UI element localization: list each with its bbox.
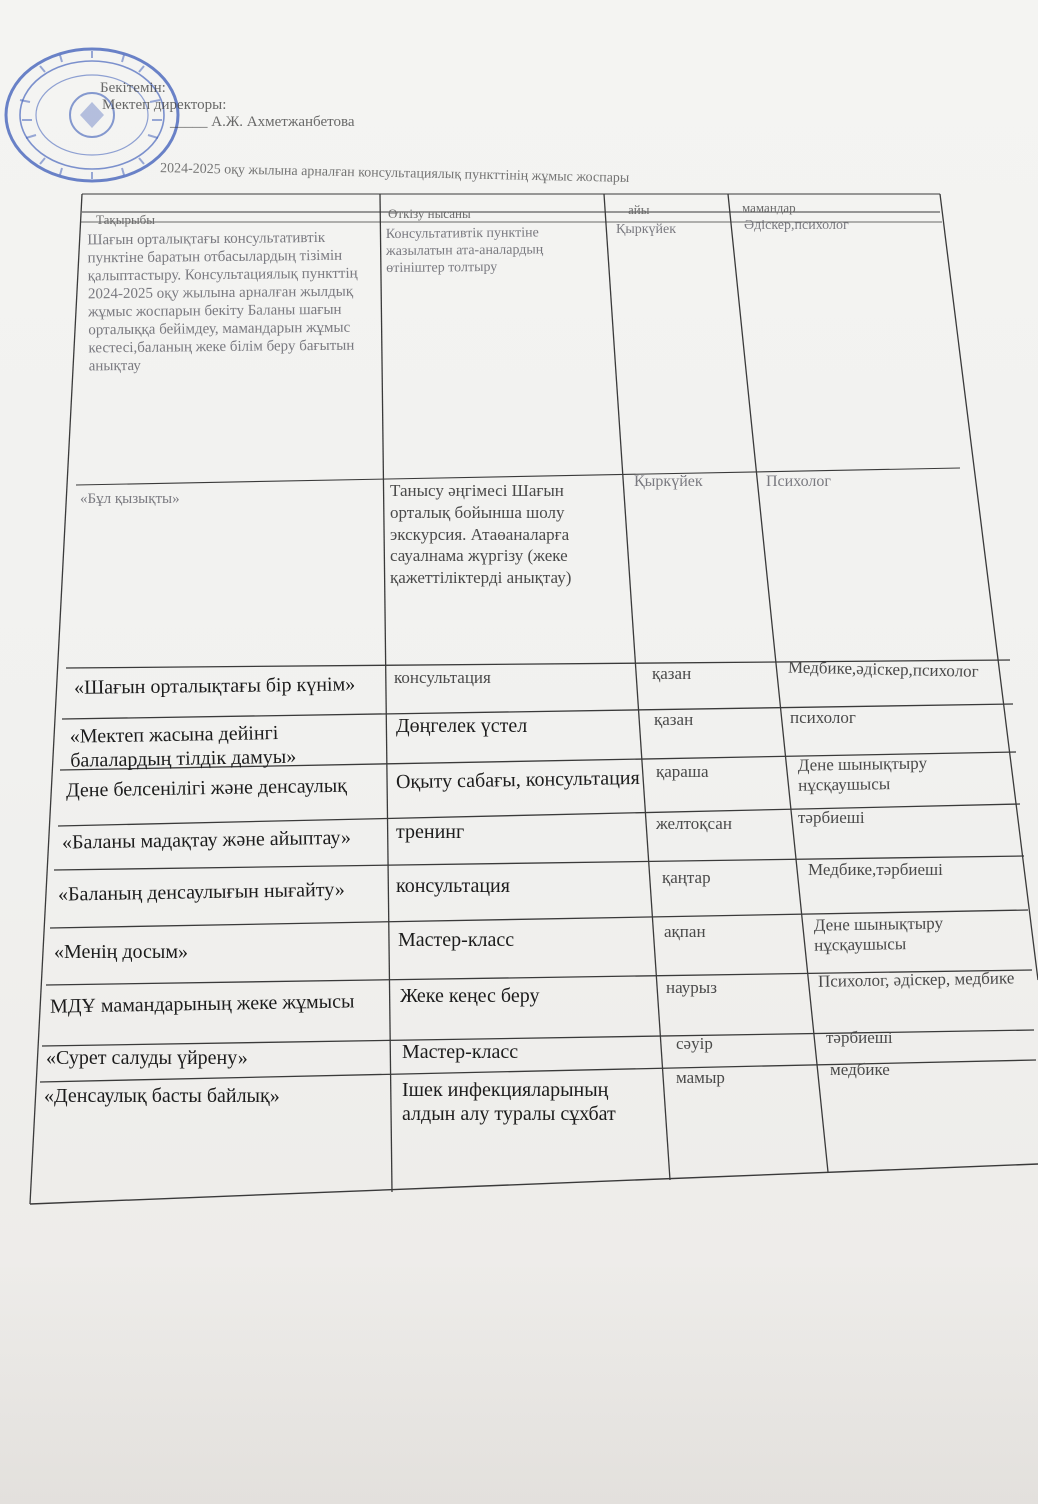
table-cell-month: желтоқсан [656, 814, 732, 833]
table-cell-month: Қыркүйек [634, 473, 703, 490]
table-cell-staff: тәрбиеші [826, 1028, 893, 1047]
table-cell-staff: Медбике,тәрбиеші [808, 860, 943, 879]
table-cell-staff: Дене шынықтыру нұсқаушысы [797, 753, 928, 796]
table-cell-topic: «Сурет салуды үйрену» [46, 1047, 248, 1069]
table-header-cell: Тақырыбы [96, 212, 156, 227]
table-cell-topic: «Мектеп жасына дейінгі балалардың тілдік дамуы» [69, 722, 297, 773]
table-cell-staff: психолог [790, 708, 856, 727]
table-cell-topic: «Менің досым» [54, 941, 189, 963]
table-cell-form: Танысу әңгімесі Шағын орталық бойынша шолу экскурсия. Атаөаналарға сауалнама жүргізу (жеке қажеттіліктерді анықтау) [390, 481, 572, 587]
table-cell-form: Оқыту сабағы, консультация [395, 766, 640, 794]
table-cell-form: консультация [394, 668, 491, 687]
table-cell-form: Ішек инфекцияларының алдын алу туралы сұхбат [402, 1079, 616, 1126]
table-cell-form: Мастер-класс [398, 929, 515, 951]
table-cell-staff: Медбике,әдіскер,психолог [787, 657, 979, 681]
approval-line: Мектеп директоры: [102, 97, 227, 113]
table-header-cell: Өткізу нысаны [388, 206, 471, 221]
table-header-cell: айы [628, 202, 650, 217]
table-cell-staff: тәрбиеші [798, 808, 865, 827]
table-cell-topic: «Денсаулық басты байлық» [44, 1085, 280, 1107]
table-cell-form: Консультативтік пунктіне жазылатын ата-аналардың өтініштер толтыру [385, 225, 544, 276]
table-cell-topic: «Баланың денсаулығын нығайту» [57, 878, 345, 906]
table-cell-month: сәуір [676, 1034, 713, 1053]
table-cell-staff: Психолог, әдіскер, медбике [817, 968, 1015, 991]
table-cell-month: қаңтар [662, 868, 711, 887]
table-cell-staff: Психолог [766, 473, 831, 490]
table-cell-form: Жеке кеңес беру [400, 985, 540, 1007]
table-cell-staff: Әдіскер,психолог [744, 218, 849, 233]
document-title: 2024-2025 оқу жылына арналған консультациялық пункттінің жұмыс жоспары [159, 161, 630, 186]
approval-line: Бекітемін: [100, 80, 166, 96]
table-cell-staff: Дене шынықтыру нұсқаушысы [813, 913, 944, 956]
table-cell-form: Мастер-класс [402, 1041, 519, 1063]
table-cell-month: қазан [652, 664, 692, 683]
table-cell-form: тренинг [396, 821, 465, 843]
approval-signature-line: _____ А.Ж. Ахметжанбетова [170, 114, 355, 130]
table-header-cell: мамандар [742, 200, 796, 215]
table-cell-topic: «Бұл қызықты» [80, 491, 180, 507]
table-cell-month: ақпан [664, 922, 706, 941]
table-cell-topic: «Баланы мадақтау және айыптау» [61, 826, 352, 854]
table-cell-topic: Шағын орталықтағы консультативтік пунктіне баратын отбасылардың тізімін қалыптастыру. Консультациялық пункттің 2024-2025 оқу жылына арналған жылдық жұмыс жоспарын бекіту Баланы шағын орталыққа бейімдеу, мамандарын жұмыс кестесі,баланың жеке білім беру бағытын анықтау [87, 229, 358, 375]
table-cell-month: қазан [654, 710, 694, 729]
table-cell-month: мамыр [676, 1068, 725, 1087]
table-cell-month: наурыз [666, 978, 717, 997]
table-cell-form: Дөңгелек үстел [396, 715, 528, 737]
table-cell-form: консультация [396, 875, 510, 897]
table-cell-topic: «Шағын орталықтағы бір күнім» [73, 673, 356, 699]
table-cell-month: Қыркүйек [616, 222, 677, 237]
table-cell-staff: медбике [830, 1060, 890, 1079]
table-cell-topic: Дене белсенілігі және денсаулық [65, 774, 348, 802]
table-cell-month: қараша [656, 762, 709, 781]
table-cell-topic: МДҰ мамандарының жеке жұмысы [49, 990, 355, 1018]
